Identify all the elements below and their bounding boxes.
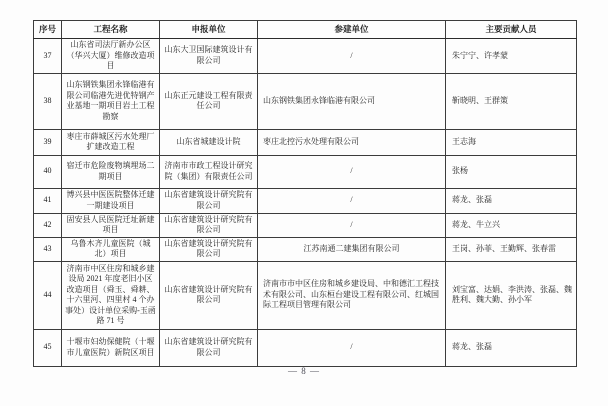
cell-project-name: 博兴县中医医院整体迁建一期建设项目 [62,188,160,213]
cell-applicant-unit: 山东大卫国际建筑设计有限公司 [160,39,258,74]
cell-applicant-unit: 济南市市政工程设计研究院（集团）有限责任公司 [160,155,258,188]
table-row [34,129,577,155]
cell-applicant-unit: 山东省建筑设计研究院有限公司 [160,188,258,213]
cell-participant-units: / [258,213,446,237]
cell-applicant-unit: 山东省城建设计院 [160,129,258,155]
cell-applicant-unit: 山东正元建设工程有限责任公司 [160,73,258,129]
cell-main-contributors: 刘宝富、达娟、李洪涛、张磊、魏胜利、魏大勤、孙小军 [446,261,577,329]
cell-applicant-unit: 山东省建筑设计研究院有限公司 [160,213,258,237]
cell-participant-units: / [258,329,446,366]
cell-applicant-unit: 山东省建筑设计研究院有限公司 [160,329,258,366]
cell-participant-units: / [258,39,446,74]
table-row [34,237,577,261]
table-row [34,39,577,74]
cell-participant-units: / [258,188,446,213]
page-number: — 8 — [288,366,320,376]
cell-project-name: 十堰市妇幼保健院（十堰市儿童医院）新院区项目 [62,329,160,366]
cell-serial-number: 39 [34,129,62,155]
cell-main-contributors: 蒋龙、张磊 [446,188,577,213]
cell-participant-units: 山东钢铁集团永锋临港有限公司 [258,73,446,129]
header-participant-units: 参建单位 [258,21,446,39]
header-project-name: 工程名称 [62,21,160,39]
cell-serial-number: 37 [34,39,62,74]
table-row [34,188,577,213]
cell-project-name: 济南市中区住房和城乡建设局 2021 年度老旧小区改造项目（舜玉、舜耕、十六里河、四里村 4 个办事处）设计单位采购-玉函路 71 号 [62,261,160,329]
cell-serial-number: 40 [34,155,62,188]
project-award-table [33,20,577,367]
cell-main-contributors: 张杨 [446,155,577,188]
cell-project-name: 山东省司法厅新办公区（华兴大厦）维修改造项目 [62,39,160,74]
cell-project-name: 固安县人民医院迁址新建项目 [62,213,160,237]
cell-main-contributors: 王志海 [446,129,577,155]
cell-participant-units: / [258,155,446,188]
cell-project-name: 乌鲁木齐儿童医院（城北）项目 [62,237,160,261]
cell-project-name: 山东钢铁集团永锋临港有限公司临港先进优特钢产业基地一期项目岩土工程勘察 [62,73,160,129]
cell-participant-units: 枣庄北控污水处理有限公司 [258,129,446,155]
header-main-contributors: 主要贡献人员 [446,21,577,39]
table-row [34,261,577,329]
table-row [34,213,577,237]
cell-project-name: 枣庄市薛城区污水处理厂扩建改造工程 [62,129,160,155]
table-row [34,155,577,188]
cell-main-contributors: 朱宁宁、许孝蒙 [446,39,577,74]
cell-applicant-unit: 山东省建筑设计研究院有限公司 [160,237,258,261]
cell-applicant-unit: 山东省建筑设计研究院有限公司 [160,261,258,329]
table-row [34,329,577,366]
table-header-row [34,21,577,39]
header-applicant-unit: 申报单位 [160,21,258,39]
cell-serial-number: 42 [34,213,62,237]
cell-serial-number: 44 [34,261,62,329]
table-row [34,73,577,129]
cell-main-contributors: 王岗、孙菲、王勤辉、张春雷 [446,237,577,261]
cell-serial-number: 38 [34,73,62,129]
header-serial-number: 序号 [34,21,62,39]
cell-serial-number: 41 [34,188,62,213]
cell-project-name: 宿迁市危险废物填埋场二期项目 [62,155,160,188]
cell-main-contributors: 蒋龙、张磊 [446,329,577,366]
cell-main-contributors: 靳晓明、王群策 [446,73,577,129]
cell-serial-number: 43 [34,237,62,261]
cell-participant-units: 江苏南通二建集团有限公司 [258,237,446,261]
cell-main-contributors: 蒋龙、牛立兴 [446,213,577,237]
cell-participant-units: 济南市市中区住房和城乡建设局、中和德汇工程技术有限公司、山东桓台建设工程有限公司、红城国际工程项目管理有限公司 [258,261,446,329]
cell-serial-number: 45 [34,329,62,366]
